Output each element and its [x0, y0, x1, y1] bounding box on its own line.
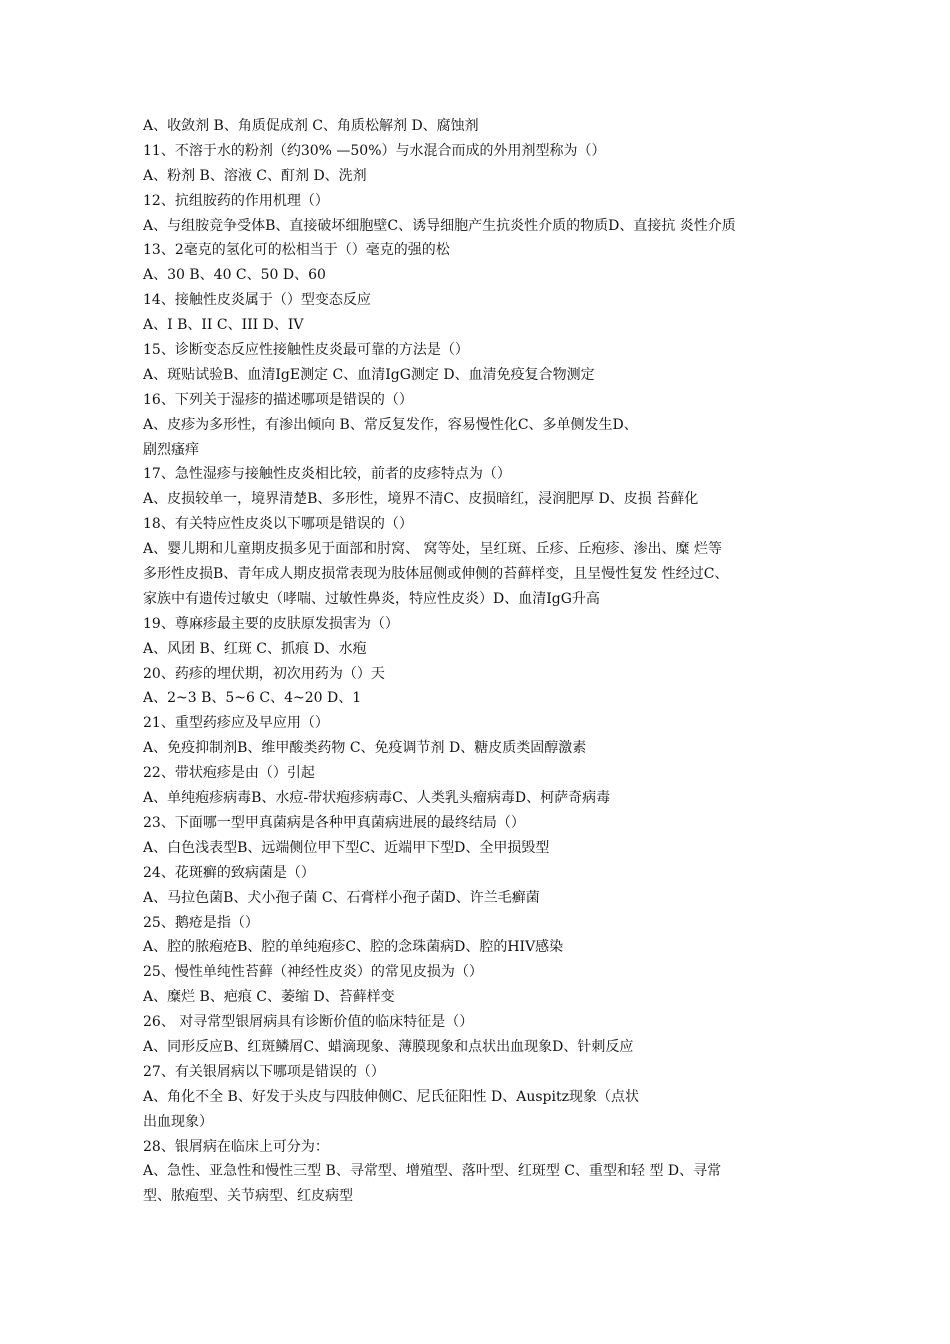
question-19: 19、尊麻疹最主要的皮肤原发损害为（）: [143, 615, 399, 632]
question-22: 22、带状疱疹是由（）引起: [143, 765, 315, 782]
options-27-cont: 出血现象）: [143, 1113, 213, 1130]
options-28: A、急性、亚急性和慢性三型 B、寻常型、增殖型、落叶型、红斑型 C、重型和轻 型 D、寻常: [143, 1163, 722, 1180]
options-18: A、婴儿期和儿童期皮损多见于面部和肘窝、 窝等处，呈红斑、丘疹、丘疱疹、渗出、糜 烂等: [143, 541, 723, 558]
question-28: 28、银屑病在临床上可分为：: [143, 1138, 329, 1155]
options-24: A、马拉色菌B、犬小孢子菌 C、石膏样小孢子菌D、许兰毛癣菌: [143, 889, 540, 906]
options-15: A、斑贴试验B、血清IgE测定 C、血清IgG测定 D、血清免疫复合物测定: [143, 366, 595, 383]
options-17: A、皮损较单一，境界清楚B、多形性，境界不清C、皮损暗红，浸润肥厚 D、皮损 苔藓化: [143, 491, 699, 508]
question-25b: 25、慢性单纯性苔藓（神经性皮炎）的常见皮损为（）: [143, 964, 483, 981]
question-14: 14、接触性皮炎属于（）型变态反应: [143, 292, 371, 309]
options-16-cont: 剧烈瘙痒: [143, 441, 199, 458]
options-14: A、I B、II C、III D、IV: [143, 317, 304, 334]
options-20: A、2~3 B、5~6 C、4~20 D、1: [143, 690, 362, 707]
question-15: 15、诊断变态反应性接触性皮炎最可靠的方法是（）: [143, 342, 469, 359]
options-28-cont: 型、脓疱型、关节病型、红皮病型: [143, 1188, 353, 1205]
options-27: A、角化不全 B、好发于头皮与四肢伸侧C、尼氏征阳性 D、Auspitz现象（点状: [143, 1088, 639, 1105]
question-12: 12、抗组胺药的作用机理（）: [143, 192, 329, 209]
question-24: 24、花斑癣的致病菌是（）: [143, 864, 315, 881]
options-13: A、30 B、40 C、50 D、60: [143, 267, 326, 284]
options-23: A、白色浅表型B、远端侧位甲下型C、近端甲下型D、全甲损毁型: [143, 839, 550, 856]
options-25a: A、腔的脓疱疮B、腔的单纯疱疹C、腔的念珠菌病D、腔的HIV感染: [143, 939, 564, 956]
question-23: 23、下面哪一型甲真菌病是各种甲真菌病进展的最终结局（）: [143, 814, 525, 831]
options-18-cont: 家族中有遗传过敏史（哮喘、过敏性鼻炎，特应性皮炎）D、血清IgG升高: [143, 590, 600, 607]
question-21: 21、重型药疹应及早应用（）: [143, 715, 329, 732]
question-13: 13、2毫克的氢化可的松相当于（）毫克的强的松: [143, 242, 450, 259]
options-16: A、皮疹为多形性，有渗出倾向 B、常反复发作，容易慢性化C、多单侧发生D、: [143, 416, 638, 433]
question-25a: 25、鹅疮是指（）: [143, 914, 259, 931]
options-19: A、风团 B、红斑 C、抓痕 D、水疱: [143, 640, 367, 657]
question-11: 11、不溶于水的粉剂（约30% —50%）与水混合而成的外用剂型称为（）: [143, 142, 606, 159]
options-26: A、同形反应B、红斑鳞屑C、蜡滴现象、薄膜现象和点状出血现象D、针刺反应: [143, 1038, 634, 1055]
text-line: A、收敛剂 B、角质促成剂 C、角质松解剂 D、腐蚀剂: [143, 118, 479, 134]
options-11: A、粉剂 B、溶液 C、酊剂 D、洗剂: [143, 167, 367, 184]
options-12: A、与组胺竞争受体B、直接破坏细胞壁C、诱导细胞产生抗炎性介质的物质D、直接抗 炎性介质: [143, 217, 736, 234]
options-21: A、免疫抑制剂B、维甲酸类药物 C、免疫调节剂 D、糖皮质类固醇激素: [143, 740, 587, 757]
options-25b: A、糜烂 B、疤痕 C、萎缩 D、苔藓样变: [143, 989, 395, 1006]
document-page: [143, 114, 823, 1209]
options-22: A、单纯疱疹病毒B、水痘-带状疱疹病毒C、人类乳头瘤病毒D、柯萨奇病毒: [143, 790, 611, 807]
question-20: 20、药疹的埋伏期，初次用药为（）天: [143, 665, 385, 682]
options-18-cont: 多形性皮损B、青年成人期皮损常表现为肢体屈侧或伸侧的苔藓样变，且呈慢性复发 性经过C、: [143, 566, 729, 583]
question-26: 26、 对寻常型银屑病具有诊断价值的临床特征是（）: [143, 1014, 474, 1031]
question-18: 18、有关特应性皮炎以下哪项是错误的（）: [143, 516, 413, 533]
question-16: 16、下列关于湿疹的描述哪项是错误的（）: [143, 391, 413, 408]
question-17: 17、急性湿疹与接触性皮炎相比较，前者的皮疹特点为（）: [143, 466, 511, 483]
question-27: 27、有关银屑病以下哪项是错误的（）: [143, 1063, 385, 1080]
